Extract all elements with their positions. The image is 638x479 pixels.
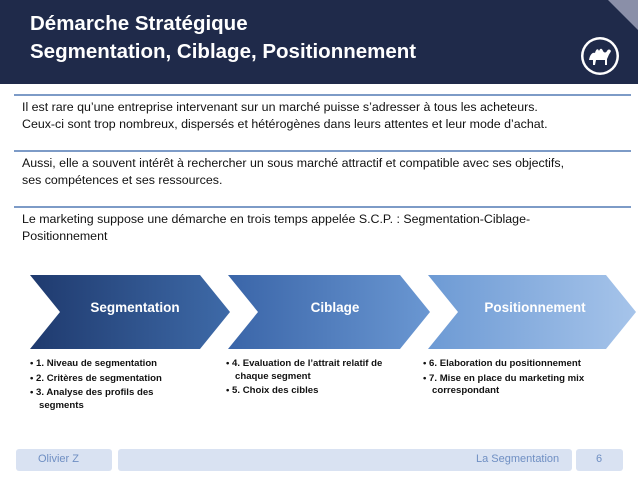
step-label-positionnement: Positionnement xyxy=(484,300,586,315)
slide-header xyxy=(0,0,638,84)
separator-1 xyxy=(14,94,631,96)
paragraph-3-line-2: Positionnement xyxy=(22,229,108,243)
paragraph-3 xyxy=(22,211,627,245)
camel-logo-icon xyxy=(580,36,620,76)
header-corner-fold xyxy=(608,0,638,30)
bullet-item: • 5. Choix des cibles xyxy=(226,385,319,396)
paragraph-1 xyxy=(22,99,627,133)
bullet-item: • 4. Evaluation de l’attrait relatif de chaque segment xyxy=(226,358,383,382)
ciblage-bullets xyxy=(226,358,416,400)
footer-author: Olivier Z xyxy=(38,453,79,465)
separator-3 xyxy=(14,206,631,208)
footer-section: La Segmentation xyxy=(476,453,560,465)
step-label-segmentation: Segmentation xyxy=(90,300,180,315)
paragraph-2-line-2: ses compétences et ses ressources. xyxy=(22,173,223,187)
slide-title-line-1: Démarche Stratégique xyxy=(30,12,248,35)
bullet-item: • 2. Critères de segmentation xyxy=(30,372,162,384)
bullet-item: • 3. Analyse des profils des segments xyxy=(30,387,154,411)
step-label-ciblage: Ciblage xyxy=(310,300,360,315)
paragraph-3-line-1: Le marketing suppose une démarche en trois temps appelée S.C.P. : Segmentation-Ciblage- xyxy=(22,212,531,226)
slide-title-line-2: Segmentation, Ciblage, Positionnement xyxy=(30,40,417,63)
positionnement-bullets xyxy=(423,358,608,400)
bullet-item: • 6. Elaboration du positionnement xyxy=(423,358,581,369)
paragraph-2 xyxy=(22,155,627,189)
paragraph-2-line-1: Aussi, elle a souvent intérêt à rechercher un sous marché attractif et compatible avec ses objectifs, xyxy=(22,156,565,170)
separator-2 xyxy=(14,150,631,152)
paragraph-1-line-1: Il est rare qu’une entreprise intervenant sur un marché puisse s’adresser à tous les acheteurs. xyxy=(22,100,538,114)
bullet-item: • 1. Niveau de segmentation xyxy=(30,358,158,369)
footer-page-number: 6 xyxy=(596,453,603,465)
segmentation-bullets xyxy=(30,358,190,414)
paragraph-1-line-2: Ceux-ci sont trop nombreux, dispersés et hétérogènes dans leurs attentes et leur mode d’achat. xyxy=(22,117,548,131)
bullet-item: • 7. Mise en place du marketing mix correspondant xyxy=(423,372,585,396)
